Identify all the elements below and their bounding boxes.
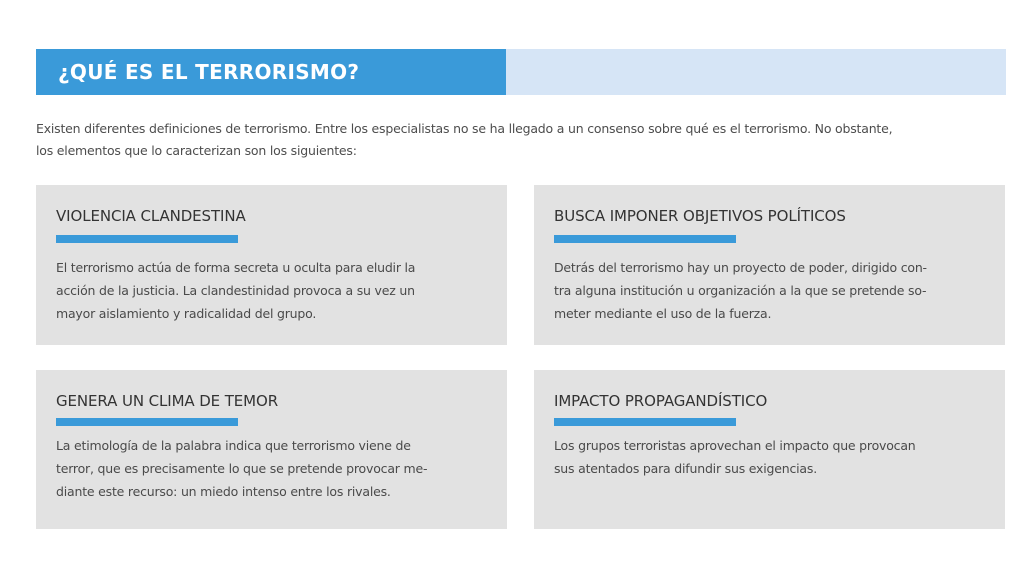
card-body-line: diante este recurso: un miedo intenso entre los rivales. xyxy=(56,484,391,499)
card-body-line: mayor aislamiento y radicalidad del grupo. xyxy=(56,306,317,321)
card-title-underline xyxy=(554,418,736,426)
card-violencia-clandestina xyxy=(36,185,507,345)
card-body-line: El terrorismo actúa de forma secreta u oculta para eludir la xyxy=(56,260,416,275)
title-block xyxy=(36,49,506,95)
intro-line: Existen diferentes definiciones de terrorismo. Entre los especialistas no se ha llegado a un consenso sobre qué es el terrorismo. No obstante, xyxy=(36,121,893,136)
card-body-line: La etimología de la palabra indica que terrorismo viene de xyxy=(56,438,411,453)
card-title: GENERA UN CLIMA DE TEMOR xyxy=(56,392,279,410)
card-body xyxy=(56,256,487,325)
card-title: IMPACTO PROPAGANDÍSTICO xyxy=(554,392,768,410)
intro-line: los elementos que lo caracterizan son los siguientes: xyxy=(36,143,357,158)
card-body-line: Detrás del terrorismo hay un proyecto de poder, dirigido con- xyxy=(554,260,927,275)
card-body xyxy=(554,434,985,480)
intro-paragraph xyxy=(36,118,1016,162)
title-bar xyxy=(36,49,1006,95)
card-objetivos-politicos xyxy=(534,185,1005,345)
card-title: BUSCA IMPONER OBJETIVOS POLÍTICOS xyxy=(554,207,846,225)
card-title: VIOLENCIA CLANDESTINA xyxy=(56,207,246,225)
card-title-underline xyxy=(56,235,238,243)
card-body-line: meter mediante el uso de la fuerza. xyxy=(554,306,772,321)
card-body-line: terror, que es precisamente lo que se pretende provocar me- xyxy=(56,461,428,476)
card-body-line: sus atentados para difundir sus exigencias. xyxy=(554,461,817,476)
card-body-line: Los grupos terroristas aprovechan el impacto que provocan xyxy=(554,438,916,453)
page-title: ¿QUÉ ES EL TERRORISMO? xyxy=(58,60,360,84)
card-body xyxy=(56,434,487,503)
card-clima-de-temor xyxy=(36,370,507,529)
card-body-line: acción de la justicia. La clandestinidad provoca a su vez un xyxy=(56,283,415,298)
card-body-line: tra alguna institución u organización a la que se pretende so- xyxy=(554,283,927,298)
card-body xyxy=(554,256,985,325)
card-impacto-propagandistico xyxy=(534,370,1005,529)
card-title-underline xyxy=(554,235,736,243)
card-title-underline xyxy=(56,418,238,426)
